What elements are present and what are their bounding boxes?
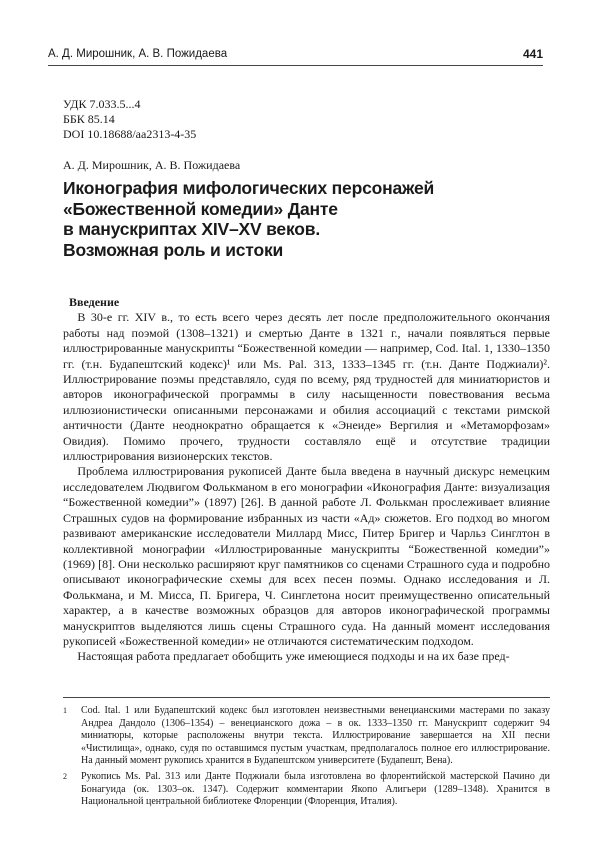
header-rule [48, 65, 543, 66]
footnote-number: 1 [63, 706, 67, 715]
title-line: Иконография мифологических персонажей [63, 178, 435, 198]
footnote-text: Рукопись Ms. Pal. 313 или Данте Поджиали была изготовлена во флорентийской мастерской Пачино ди Бонагуида (ок. 1303–ок. 1347). Содержит комментарии Якопо Алигьери (1289–1348). Хранится в Национальной центральной библиотеке Флоренции (Флоренция, Италия). [81, 770, 550, 808]
doi: DOI 10.18688/aa2313-4-35 [63, 127, 197, 141]
section-heading: Введение [69, 295, 120, 309]
footnotes [63, 697, 550, 809]
body-paragraph: Проблема иллюстрирования рукописей Данте была введена в научный дискурс немецким исследователем Людвигом Фолькманом в его монографии «Иконография Данте: визуализация “Божественной комедии”» (1897) [26]. В данной работе Л. Фолькман прослеживает влияние Страшных судов на формирование избранных из части «Ад» сюжетов. Его подход во многом развивают американские исследователи Миллард Мисс, Питер Бригер и Чарльз Синглтон в коллективной монографии «Иллюстрированные манускрипты “Божественной комедии”» (1969) [8]. Они несколько расширяют круг памятников со сценами Страшного суда и подробно описывают иконографические схемы для всех песен поэмы. Однако исследования и Л. Фолькмана, и М. Мисса, П. Бригера, Ч. Синглетона носит преимущественно описательный характер, а в качестве возможных образцов для авторов иконографической программы манускриптов выделяются лишь сцены Страшного суда. На данный момент исследования рукописей «Божественной комедии» не отличаются систематическим подходом. [63, 464, 550, 648]
udk-code: УДК 7.033.5...4 [63, 97, 141, 111]
footnote-text: Cod. Ital. 1 или Будапештский кодекс был изготовлен неизвестными венецианскими мастерами по заказу Андреа Дандоло (1306–1354) – венецианского дожа – в ок. 1333–1350 гг. Манускрипт содержит 94 миниатюры, которые расположены внутри текста. Иллюстрирование завершается на XII песни «Чистилища», однако, судя по оставшимся пустым участкам, предполагалось полное его иллюстрирование. На данный момент рукопись хранится в Будапештском университете (Будапешт, Вена). [81, 705, 550, 767]
classification-block [63, 97, 196, 142]
running-head-authors: А. Д. Мирошник, А. В. Пожидаева [48, 48, 228, 60]
footnote [63, 705, 550, 768]
title-line: «Божественной комедии» Данте [63, 198, 338, 219]
article-authors: А. Д. Мирошник, А. В. Пожидаева [63, 158, 241, 172]
body-paragraph: В 30-е гг. XIV в., то есть всего через десять лет после предположительного окончания работы над поэмой (1308–1321) и смертью Данте в 1321 г., начали появляться первые иллюстрированные манускрипты “Божественной комедии — например, Cod. Ital. 1, 1330–1350 гг. (т.н. Будапештский кодекс)¹ или Ms. Pal. 313, 1333–1345 гг. (т.н. Данте Поджиали)². Иллюстрирование поэмы представляло, судя по всему, ряд трудностей для миниатюристов и авторов иконографической программы в силу насыщенности повествования весьма иллюзионистически описанными персонажами и обилия ассоциаций с текстами римской античности (Данте неоднократно обращается к «Энеиде» Вергилия и «Метаморфозам» Овидия). Помимо прочего, трудности составляло ещё и отсутствие традиции иллюстрирования визионерских текстов. [63, 310, 550, 464]
bbk-code: ББК 85.14 [63, 112, 115, 126]
title-line: в манускриптах XIV–XV веков. [63, 219, 320, 239]
article-body [63, 295, 550, 665]
article-title [63, 178, 553, 260]
title-line: Возможная роль и истоки [63, 239, 284, 260]
running-head [48, 44, 543, 64]
footnote [63, 771, 550, 809]
footnote-number: 2 [63, 771, 67, 781]
body-paragraph: Настоящая работа предлагает обобщить уже имеющиеся подходы и на их базе пред- [77, 649, 510, 664]
page-number: 441 [522, 47, 543, 61]
